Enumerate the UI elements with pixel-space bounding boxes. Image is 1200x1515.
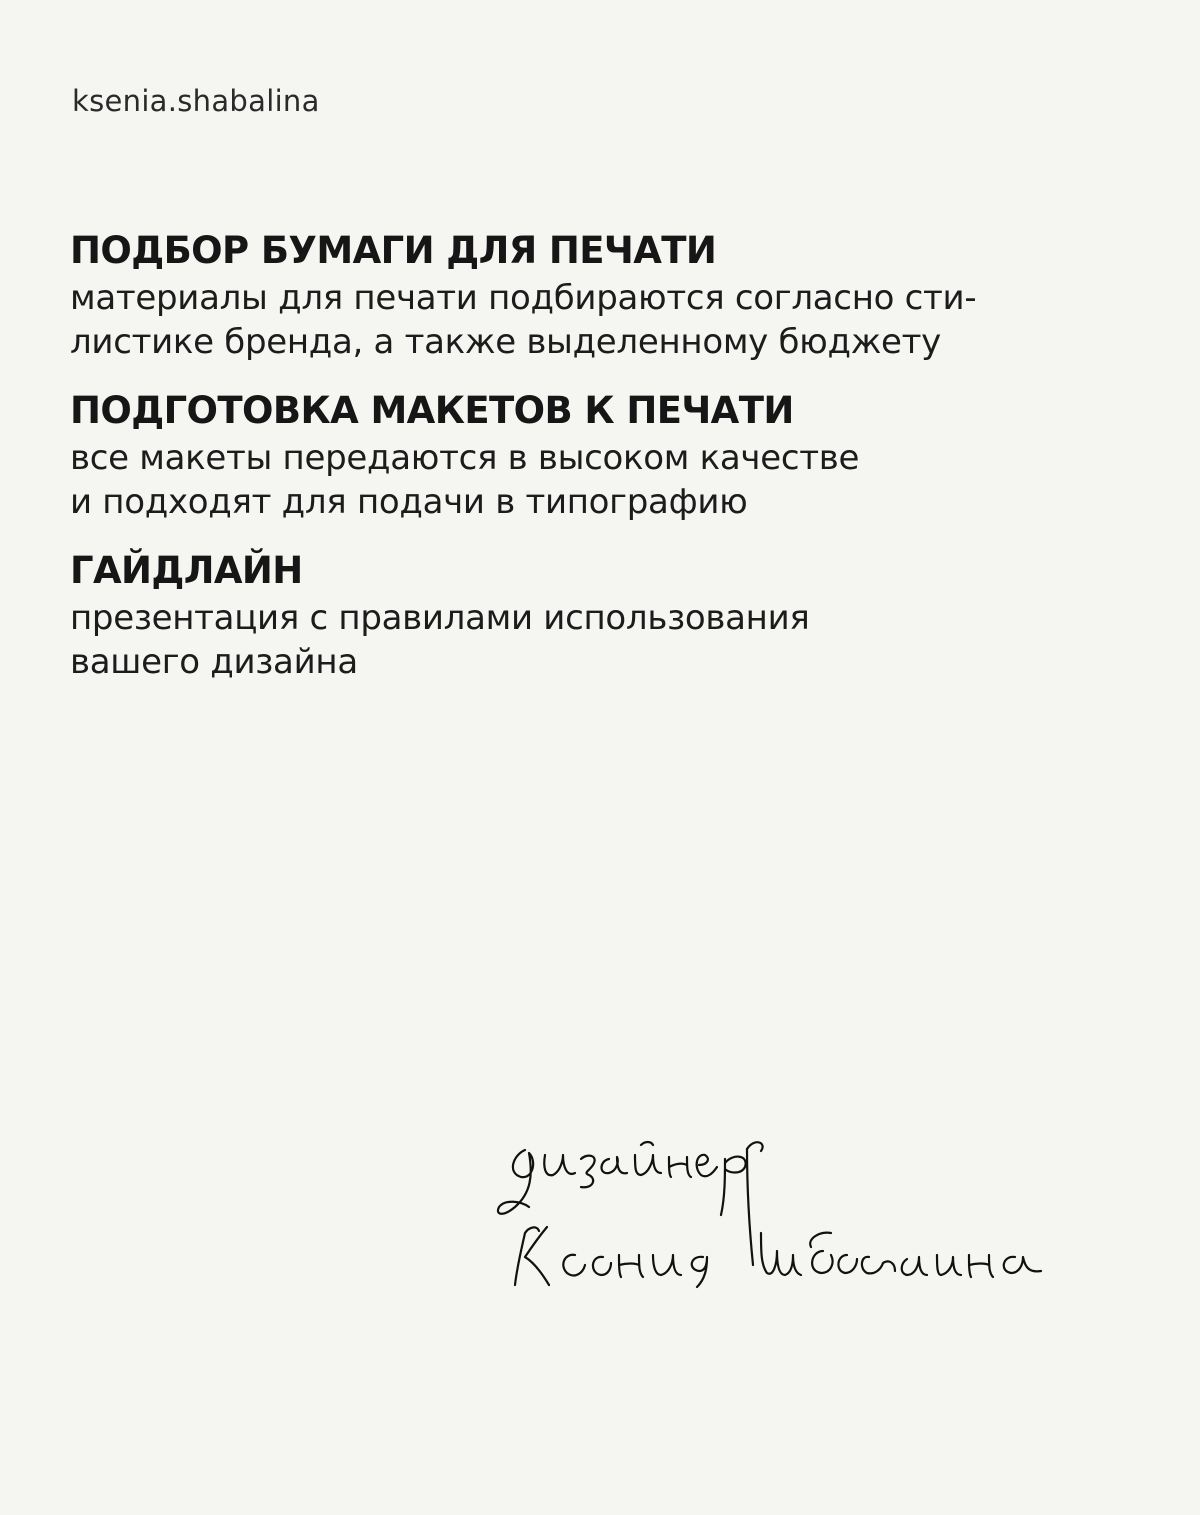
section-title: ГАЙДЛАЙН [70,549,303,592]
section-paper-selection [70,226,1130,364]
section-print-prep [70,386,1130,524]
handwritten-signature [485,1115,1075,1300]
description-line: презентация с правилами использования [70,598,810,638]
account-handle: ksenia.shabalina [72,84,320,118]
description-line: материалы для печати подбираются согласно сти- [70,278,977,318]
section-title: ПОДГОТОВКА МАКЕТОВ К ПЕЧАТИ [70,389,794,432]
section-guideline [70,546,1130,684]
section-description [70,436,1130,524]
services-list [70,226,1130,706]
description-line: все макеты передаются в высоком качестве [70,438,860,478]
description-line: и подходят для подачи в типографию [70,482,748,522]
section-description [70,276,1130,364]
section-title: ПОДБОР БУМАГИ ДЛЯ ПЕЧАТИ [70,229,717,272]
description-line: вашего дизайна [70,642,358,682]
description-line: листике бренда, а также выделенному бюджету [70,322,941,362]
section-description [70,596,1130,684]
